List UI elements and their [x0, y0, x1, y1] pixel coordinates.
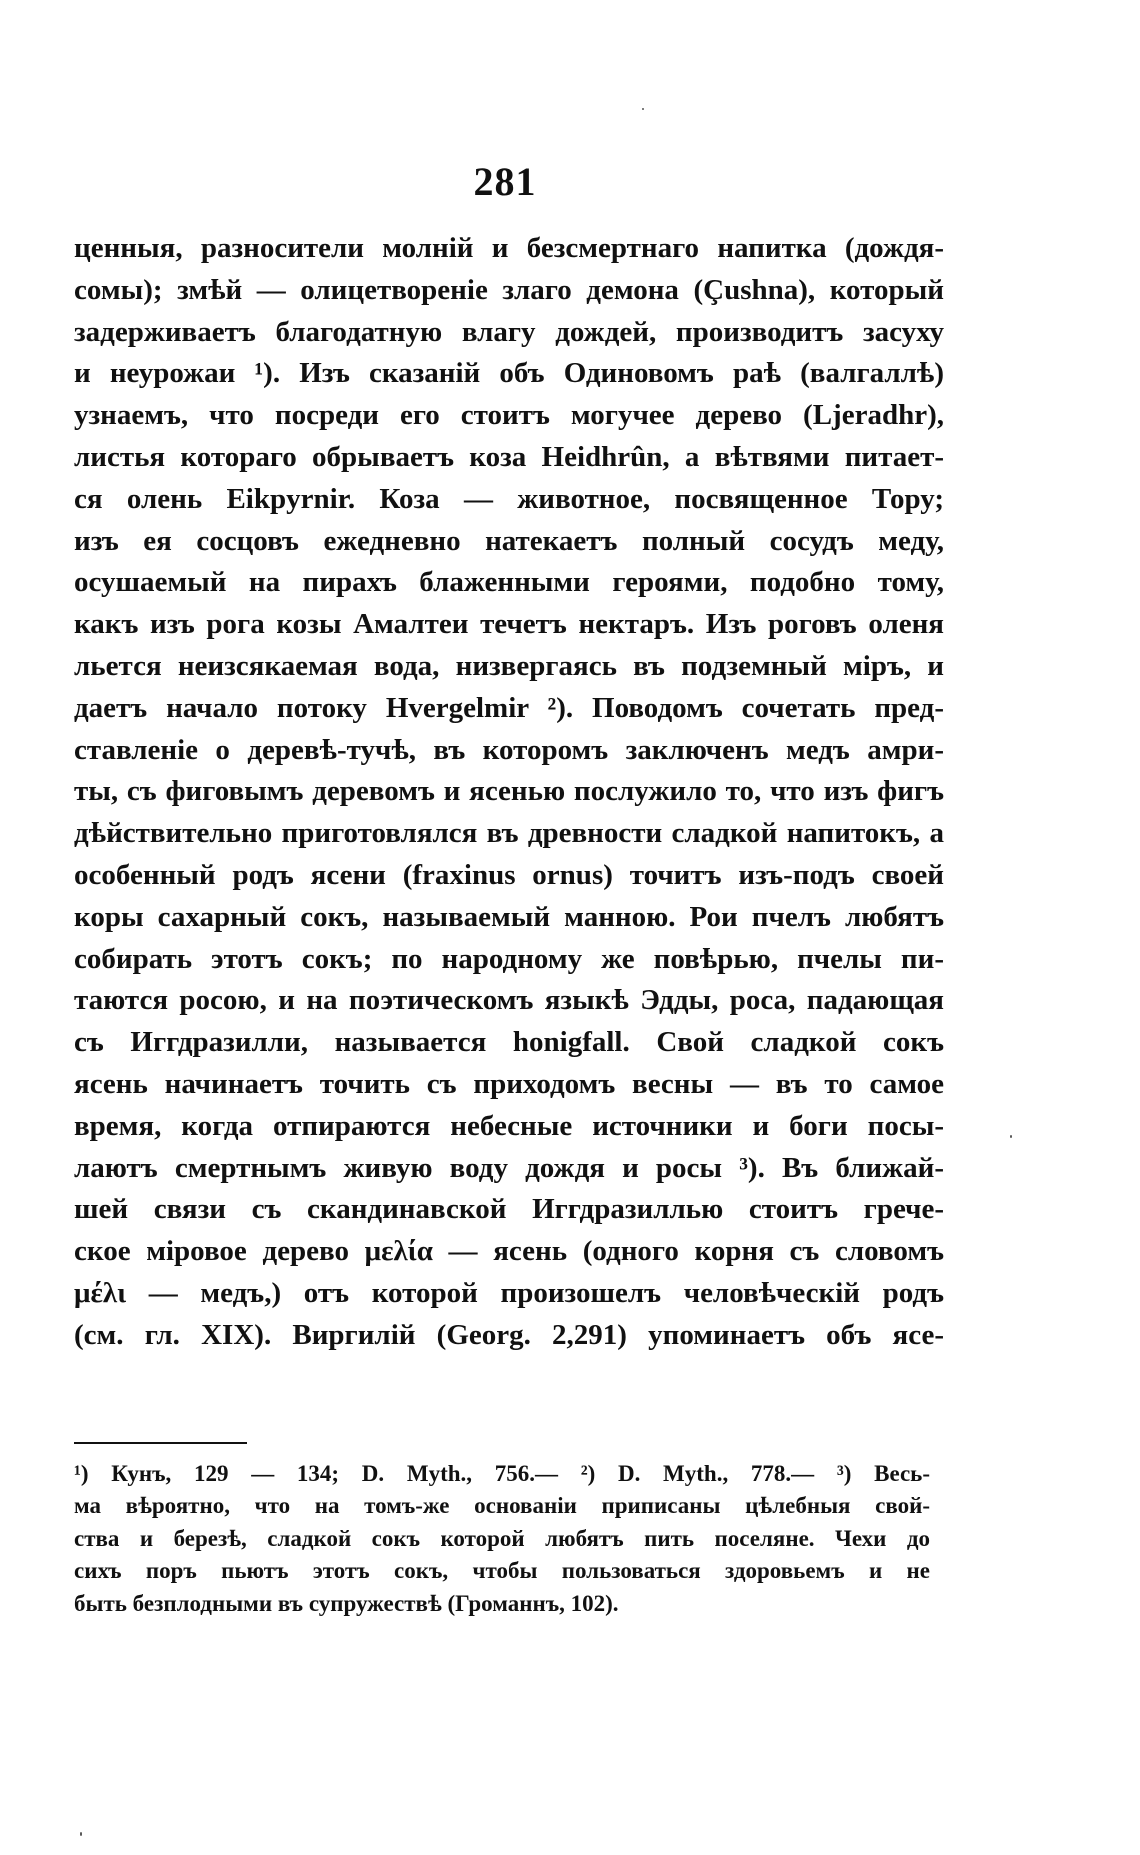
text-line: таются росою, и на поэтическомъ языкѣ Эдды, роса, падающая — [74, 984, 944, 1017]
text-line: листья котораго обрываетъ коза Heidhrûn, а вѣтвями питает- — [74, 440, 944, 473]
text-line: время, когда отпираются небесные источники и боги посы- — [74, 1109, 944, 1142]
text-line: (см. гл. XIX). Виргилій (Georg. 2,291) упоминаетъ объ ясе- — [74, 1318, 944, 1351]
text-line: ценныя, разносители молній и безсмертнаго напитка (дождя- — [74, 232, 944, 264]
text-line: собирать этотъ сокъ; по народному же повѣрью, пчелы пи- — [74, 942, 944, 975]
text-line: задерживаетъ благодатную влагу дождей, производитъ засуху — [74, 315, 944, 348]
main-text — [74, 228, 944, 1357]
footnotes — [74, 1458, 930, 1620]
text-line: ское міровое дерево μελία — ясень (одного корня съ словомъ — [74, 1235, 944, 1268]
text-line: изъ ея сосцовъ ежедневно натекаетъ полный сосудъ меду, — [74, 524, 944, 557]
text-line: даетъ начало потоку Hvergelmir ²). Поводомъ сочетать пред- — [74, 691, 944, 724]
scan-speck — [80, 1832, 82, 1836]
text-line: лаютъ смертнымъ живую воду дождя и росы ³). Въ ближай- — [74, 1151, 944, 1184]
text-line: шей связи съ скандинавской Иггдразиллью стоитъ грече- — [74, 1193, 944, 1226]
scan-speck — [642, 108, 644, 110]
scan-speck — [1010, 1135, 1012, 1138]
text-line: сомы); змѣй — олицетвореніе злаго демона (Çushna), который — [74, 273, 944, 306]
page-number: 281 — [473, 159, 537, 204]
text-line: особенный родъ ясени (fraxinus ornus) точитъ изъ-подъ своей — [74, 858, 944, 891]
text-line: ты, съ фиговымъ деревомъ и ясенью послужило то, что изъ фигъ — [74, 775, 944, 808]
footnote-separator-rule — [74, 1442, 247, 1444]
footnote-line: ¹) Кунъ, 129 — 134; D. Myth., 756.— ²) D. Myth., 778.— ³) Весь- — [74, 1461, 930, 1486]
text-line: коры сахарный сокъ, называемый манною. Рои пчелъ любятъ — [74, 900, 944, 933]
text-line: съ Иггдразилли, называется honigfall. Свой сладкой сокъ — [74, 1026, 944, 1059]
text-line: ясень начинаетъ точить съ приходомъ весны — въ то самое — [74, 1067, 944, 1100]
text-line: льется неизсякаемая вода, низвергаясь въ подземный міръ, и — [74, 649, 944, 682]
text-line: μέλι — медъ,) отъ которой произошелъ человѣческій родъ — [74, 1276, 944, 1309]
text-line: какъ изъ рога козы Амалтеи течетъ нектаръ. Изъ роговъ оленя — [74, 608, 944, 641]
footnote-line: сихъ поръ пьютъ этотъ сокъ, чтобы пользоваться здоровьемъ и не — [74, 1558, 930, 1584]
footnote-line: ства и березѣ, сладкой сокъ которой любятъ пить поселяне. Чехи до — [74, 1525, 930, 1551]
text-line: и неурожаи ¹). Изъ сказаній объ Одиновомъ раѣ (валгаллѣ) — [74, 357, 944, 390]
text-line: ставленіе о деревѣ-тучѣ, въ которомъ заключенъ медъ амри- — [74, 733, 944, 766]
footnote-line: ма вѣроятно, что на томъ-же основаніи приписаны цѣлебныя свой- — [74, 1493, 930, 1519]
text-line: дѣйствительно приготовлялся въ древности сладкой напитокъ, а — [74, 817, 944, 850]
text-line: ся олень Eikpyrnir. Коза — животное, посвященное Тору; — [74, 482, 944, 515]
text-line: узнаемъ, что посреди его стоитъ могучее дерево (Ljeradhr), — [74, 399, 944, 432]
text-line: осушаемый на пирахъ блаженными героями, подобно тому, — [74, 566, 944, 599]
footnote-line: быть безплодными въ супружествѣ (Громаннъ, 102). — [74, 1590, 619, 1616]
